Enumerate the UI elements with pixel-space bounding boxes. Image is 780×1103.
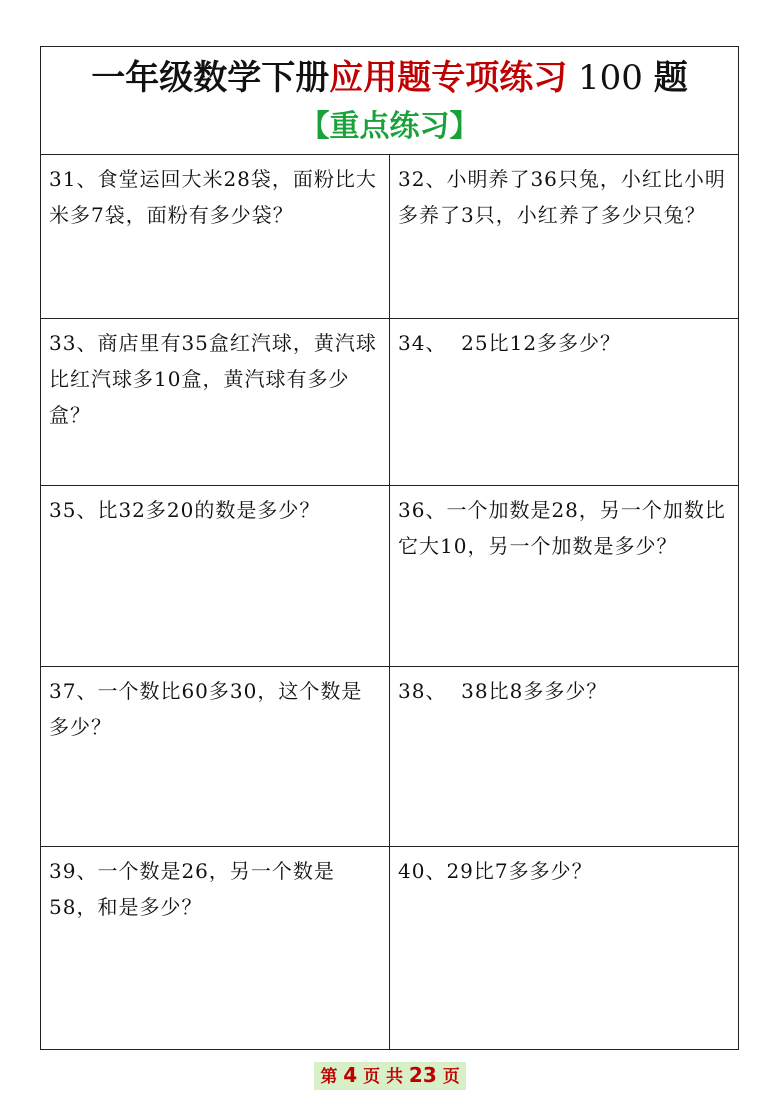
page-middle: 页 共 bbox=[363, 1067, 403, 1087]
page-title bbox=[41, 47, 738, 101]
title-part-grade: 一年级数学下册 bbox=[91, 58, 330, 98]
problem-34: 34、 25比12多多少？ bbox=[390, 319, 739, 486]
worksheet bbox=[40, 46, 739, 1050]
problem-31: 31、食堂运回大米28袋，面粉比大米多7袋，面粉有多少袋？ bbox=[41, 155, 390, 319]
problem-33: 33、商店里有35盒红汽球，黄汽球比红汽球多10盒，黄汽球有多少盒？ bbox=[41, 319, 390, 486]
total-page-number: 23 bbox=[408, 1063, 437, 1087]
title-part-topic: 应用题专项练习 bbox=[329, 58, 568, 98]
problem-39: 39、一个数是26，另一个数是58，和是多少？ bbox=[41, 847, 390, 1049]
title-part-count: 100 bbox=[567, 58, 654, 98]
problem-32: 32、小明养了36只兔，小红比小明多养了3只，小红养了多少只兔？ bbox=[390, 155, 739, 319]
problem-40: 40、29比7多多少？ bbox=[398, 859, 593, 883]
current-page-number: 4 bbox=[343, 1063, 358, 1087]
page-prefix: 第 bbox=[320, 1067, 338, 1087]
problem-grid bbox=[41, 155, 738, 1049]
page-suffix: 页 bbox=[442, 1067, 460, 1087]
title-part-end: 题 bbox=[653, 58, 688, 98]
worksheet-header bbox=[41, 47, 738, 155]
problem-37: 37、一个数比60多30，这个数是多少？ bbox=[41, 667, 390, 847]
problem-36: 36、一个加数是28，另一个加数比它大10，另一个加数是多少？ bbox=[390, 486, 739, 667]
problem-35: 35、比32多20的数是多少？ bbox=[41, 486, 390, 667]
page-indicator bbox=[314, 1062, 465, 1090]
problem-38: 38、 38比8多多少？ bbox=[390, 667, 739, 847]
page-footer bbox=[0, 1062, 780, 1090]
page-subtitle: 【重点练习】 bbox=[299, 109, 480, 144]
